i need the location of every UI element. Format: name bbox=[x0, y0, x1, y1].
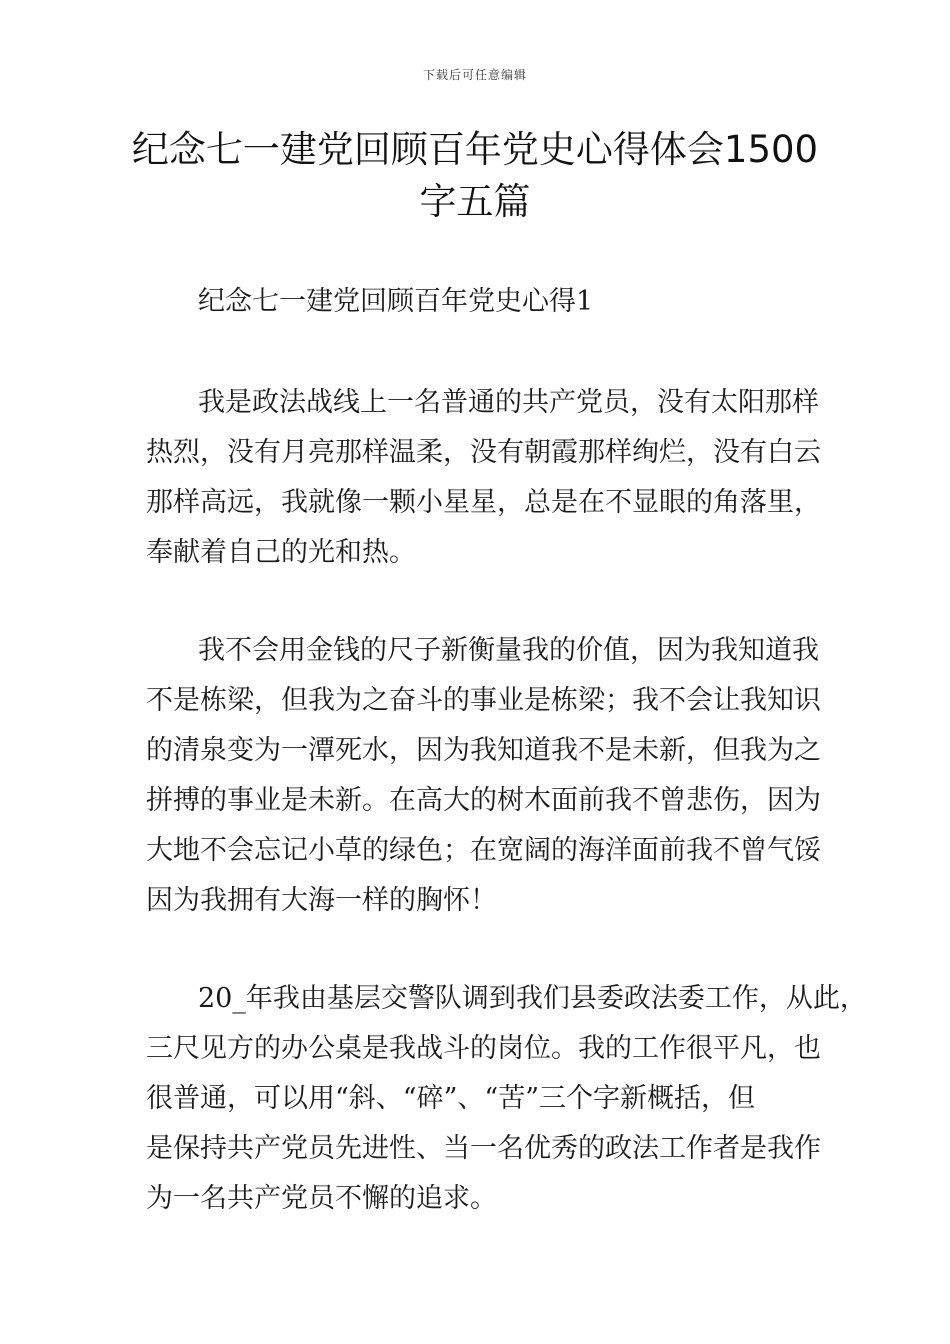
paragraph-line: 是保持共产党员先进性、当一名优秀的政法工作者是我作 bbox=[146, 1133, 821, 1164]
paragraph-line: 三尺见方的办公桌是我战斗的岗位。我的工作很平凡，也 bbox=[146, 1033, 821, 1064]
paragraph-line: 20_年我由基层交警队调到我们县委政法委工作，从此， bbox=[198, 983, 867, 1014]
paragraph-line: 拼搏的事业是未新。在高大的树木面前我不曾悲伤，因为 bbox=[146, 785, 821, 816]
paragraph-line: 热烈，没有月亮那样温柔，没有朝霞那样绚烂，没有白云 bbox=[146, 437, 821, 468]
paragraph-line: 不是栋梁，但我为之奋斗的事业是栋梁；我不会让我知识 bbox=[146, 685, 821, 716]
paragraph-line: 为一名共产党员不懈的追求。 bbox=[146, 1183, 497, 1214]
paragraph-2 bbox=[146, 626, 821, 926]
title-line-1: 纪念七一建党回顾百年党史心得体会1500 bbox=[131, 128, 819, 171]
paragraph-line: 我不会用金钱的尺子新衡量我的价值，因为我知道我 bbox=[198, 635, 819, 666]
paragraph-1 bbox=[146, 378, 821, 578]
paragraph-3 bbox=[146, 974, 867, 1224]
paragraph-line: 奉献着自己的光和热。 bbox=[146, 537, 416, 568]
paragraph-line: 我是政法战线上一名普通的共产党员，没有太阳那样 bbox=[198, 387, 819, 418]
section-subheading: 纪念七一建党回顾百年党史心得1 bbox=[198, 286, 594, 317]
document-title bbox=[100, 124, 850, 228]
paragraph-line: 很普通，可以用“斜、“碎”、“苦”三个字新概括，但 bbox=[146, 1083, 756, 1114]
paragraph-line: 因为我拥有大海一样的胸怀！ bbox=[146, 885, 497, 916]
header-note: 下载后可任意编辑 bbox=[422, 68, 527, 82]
paragraph-line: 的清泉变为一潭死水，因为我知道我不是未新，但我为之 bbox=[146, 735, 821, 766]
title-line-2: 字五篇 bbox=[419, 180, 531, 223]
paragraph-line: 那样高远，我就像一颗小星星，总是在不显眼的角落里， bbox=[146, 487, 821, 518]
paragraph-line: 大地不会忘记小草的绿色；在宽阔的海洋面前我不曾气馁 bbox=[146, 835, 821, 866]
